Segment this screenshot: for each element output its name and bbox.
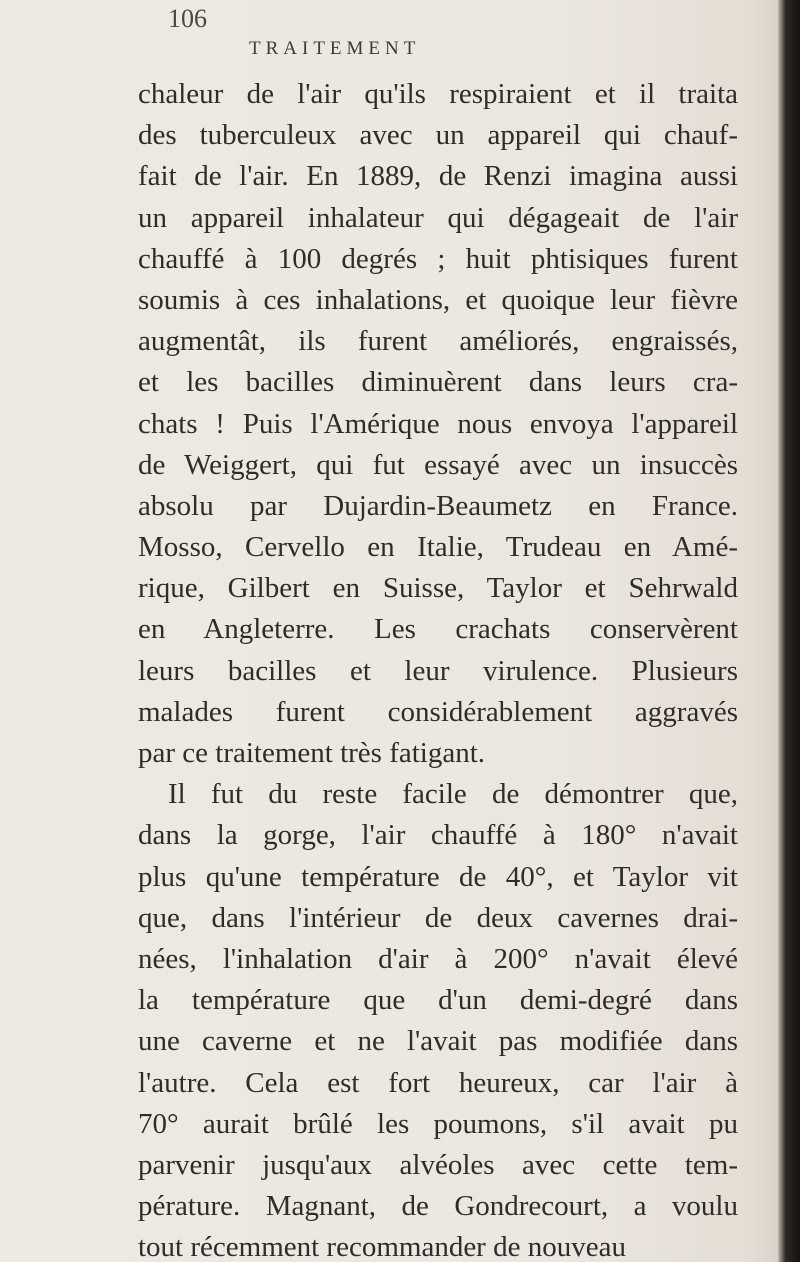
page-binding-edge bbox=[778, 0, 800, 1262]
text-line: plus qu'une température de 40°, et Taylor vit bbox=[138, 860, 738, 893]
paragraph-end-line: par ce traitement très fatigant. bbox=[138, 737, 486, 769]
text-line: en Angleterre. Les crachats conservèrent bbox=[138, 613, 738, 646]
text-line: de Weiggert, qui fut essayé avec un insuccès bbox=[138, 448, 738, 481]
text-line: 70° aurait brûlé les poumons, s'il avait pu bbox=[138, 1107, 738, 1140]
text-line: des tuberculeux avec un appareil qui chauf- bbox=[138, 119, 738, 152]
text-line: chaleur de l'air qu'ils respiraient et il traita bbox=[138, 78, 738, 110]
text-line: la température que d'un demi-degré dans bbox=[138, 984, 738, 1017]
text-line: Mosso, Cervello en Italie, Trudeau en Amé- bbox=[138, 531, 738, 564]
text-line: rique, Gilbert en Suisse, Taylor et Sehrwald bbox=[138, 572, 738, 605]
text-line: nées, l'inhalation d'air à 200° n'avait élevé bbox=[138, 942, 738, 975]
text-line: chats ! Puis l'Amérique nous envoya l'appareil bbox=[138, 407, 738, 440]
text-line: soumis à ces inhalations, et quoique leur fièvre bbox=[138, 283, 738, 316]
running-title: TRAITEMENT bbox=[249, 38, 421, 59]
text-line: tout récemment recommander de nouveau bbox=[138, 1231, 626, 1262]
text-line: fait de l'air. En 1889, de Renzi imagina aussi bbox=[138, 160, 738, 193]
text-line: absolu par Dujardin-Beaumetz en France. bbox=[138, 489, 738, 522]
page-number: 106 bbox=[168, 4, 207, 33]
text-line: et les bacilles diminuèrent dans leurs cra- bbox=[138, 366, 738, 399]
text-line: une caverne et ne l'avait pas modifiée dans bbox=[138, 1025, 738, 1058]
text-line: malades furent considérablement aggravés bbox=[138, 695, 738, 728]
text-line: augmentât, ils furent améliorés, engraissés, bbox=[138, 325, 738, 358]
text-line: dans la gorge, l'air chauffé à 180° n'avait bbox=[138, 819, 738, 852]
text-line: pérature. Magnant, de Gondrecourt, a voulu bbox=[138, 1190, 738, 1223]
text-line: leurs bacilles et leur virulence. Plusieurs bbox=[138, 654, 738, 687]
text-line: un appareil inhalateur qui dégageait de l'air bbox=[138, 201, 738, 234]
text-line: chauffé à 100 degrés ; huit phtisiques furent bbox=[138, 242, 738, 275]
body-text bbox=[138, 74, 738, 1262]
paragraph-start-line: Il fut du reste facile de démontrer que, bbox=[168, 778, 738, 811]
text-line: l'autre. Cela est fort heureux, car l'air à bbox=[138, 1066, 738, 1099]
text-line: que, dans l'intérieur de deux cavernes drai- bbox=[138, 901, 738, 934]
text-line: parvenir jusqu'aux alvéoles avec cette tem- bbox=[138, 1148, 738, 1181]
